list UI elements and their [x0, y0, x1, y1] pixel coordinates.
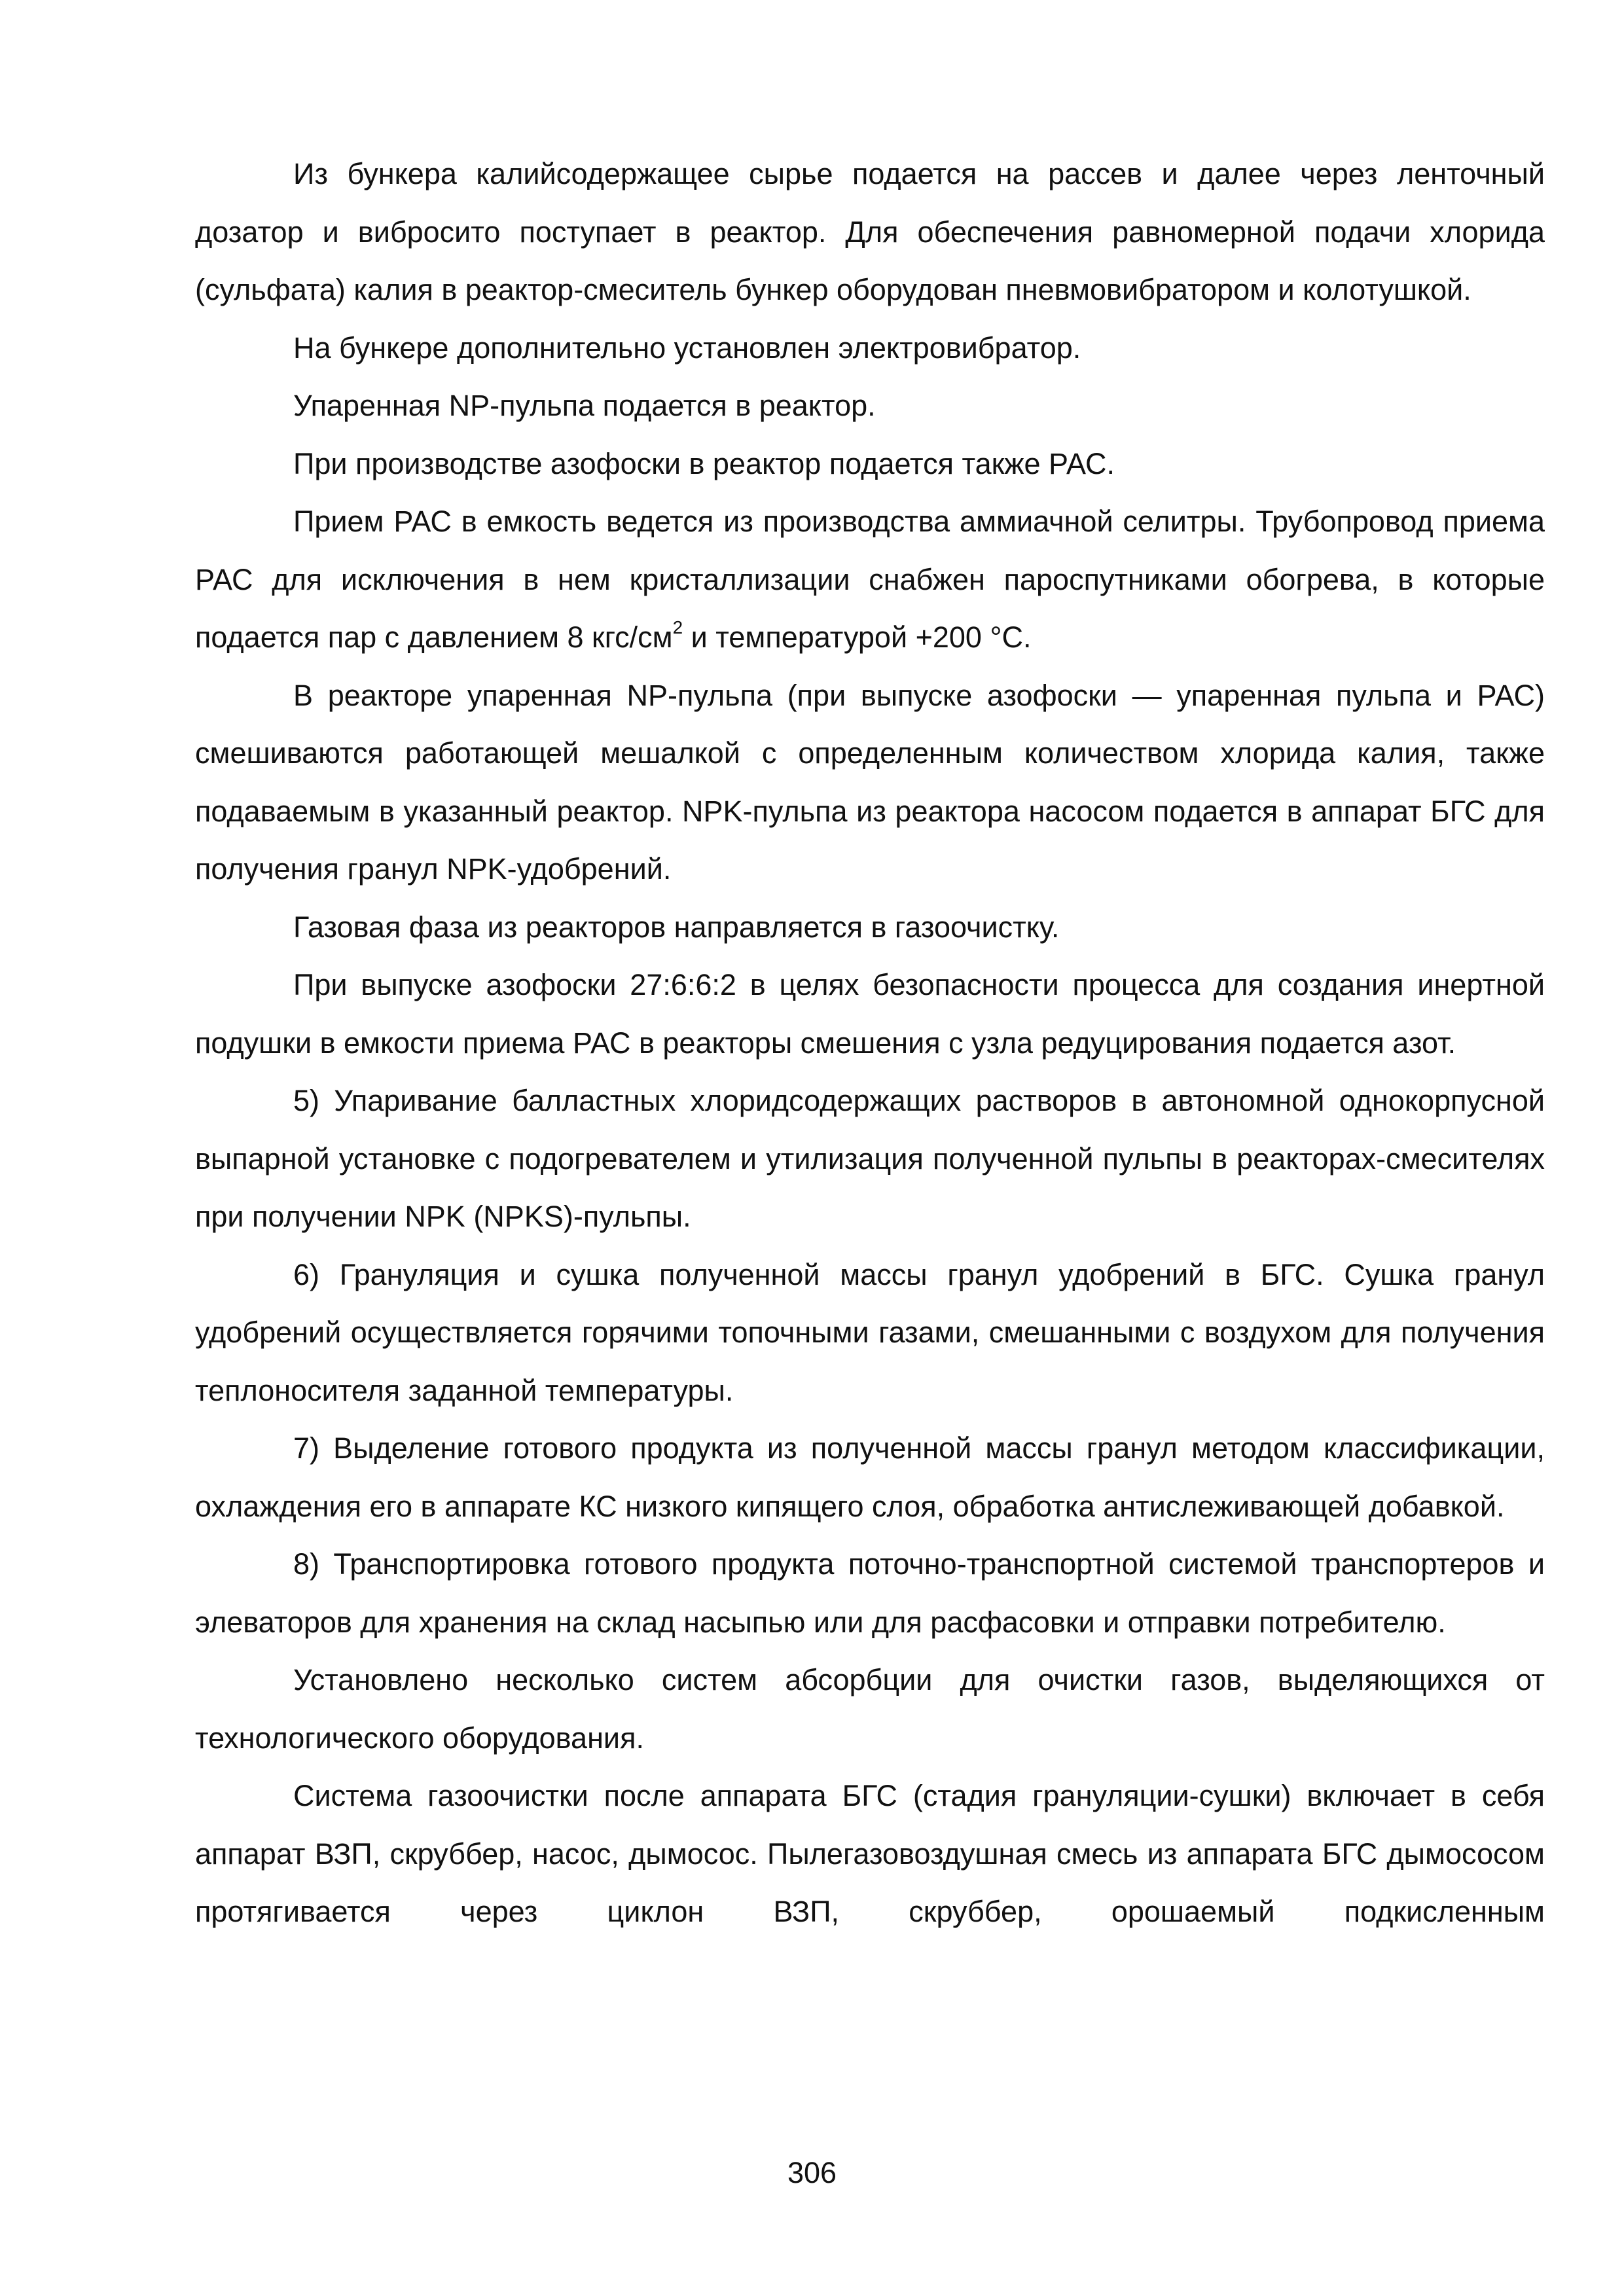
paragraph-step-6: 6) Грануляция и сушка полученной массы гранул удобрений в БГС. Сушка гранул удобрений осуществляется горячими топочными газами, смешанными с воздухом для получения теплоносителя заданной температуры.: [195, 1257, 1545, 1407]
superscript-2: 2: [672, 617, 683, 638]
paragraph-np-pulp: Упаренная NP-пульпа подается в реактор.: [293, 389, 876, 422]
ras-intake-text-end: и температурой +200 °С.: [683, 620, 1032, 654]
paragraph-azofoska-ras: При производстве азофоски в реактор подается также РАС.: [293, 446, 1115, 480]
paragraph-step-8: 8) Транспортировка готового продукта поточно-транспортной системой транспортеров и элеваторов для хранения на склад насыпью или для расфасовки и отправки потребителю.: [195, 1547, 1545, 1639]
paragraph-step-5: 5) Упаривание балластных хлоридсодержащих растворов в автономной однокорпусной выпарной установке с подогревателем и утилизация полученной пульпы в реакторах-смесителях при получении NPK (NPKS)-пульпы.: [195, 1084, 1545, 1233]
paragraph-potash-feed: Из бункера калийсодержащее сырье подается на рассев и далее через ленточный дозатор и вибросито поступает в реактор. Для обеспечения равномерной подачи хлорида (сульфата) калия в реактор-смеситель бункер оборудован пневмовибратором и колотушкой.: [195, 157, 1545, 306]
page-number: 306: [787, 2156, 837, 2189]
paragraph-ras-intake: [195, 493, 1545, 667]
paragraph-step-7: 7) Выделение готового продукта из полученной массы гранул методом классификации, охлаждения его в аппарате КС низкого кипящего слоя, обработка антислеживающей добавкой.: [195, 1431, 1545, 1523]
paragraph-absorption-systems: Установлено несколько систем абсорбции для очистки газов, выделяющихся от технологического оборудования.: [195, 1663, 1545, 1755]
paragraph-gas-cleaning: Система газоочистки после аппарата БГС (стадия грануляции-сушки) включает в себя аппарат ВЗП, скруббер, насос, дымосос. Пылегазовоздушная смесь из аппарата БГС дымососом протягивается через циклон ВЗП, скруббер, орошаемый подкисленным: [195, 1779, 1545, 1928]
ras-intake-text: Прием РАС в емкость ведется из производства аммиачной селитры. Трубопровод приема РАС для исключения в нем кристаллизации снабжен пароспутниками обогрева, в которые подается пар с давлением 8 кгс/см: [195, 505, 1545, 654]
paragraph-nitrogen-cushion: При выпуске азофоски 27:6:6:2 в целях безопасности процесса для создания инертной подушки в емкости приема РАС в реакторы смешения с узла редуцирования подается азот.: [195, 968, 1545, 1060]
paragraph-gas-phase: Газовая фаза из реакторов направляется в газоочистку.: [293, 910, 1060, 944]
document-page: [195, 145, 1545, 1941]
paragraph-electrovibrator: На бункере дополнительно установлен электровибратор.: [293, 331, 1081, 365]
paragraph-reactor-mixing: В реакторе упаренная NP-пульпа (при выпуске азофоски — упаренная пульпа и РАС) смешиваются работающей мешалкой с определенным количеством хлорида калия, также подаваемым в указанный реактор. NPK-пульпа из реактора насосом подается в аппарат БГС для получения гранул NPK-удобрений.: [195, 678, 1545, 886]
